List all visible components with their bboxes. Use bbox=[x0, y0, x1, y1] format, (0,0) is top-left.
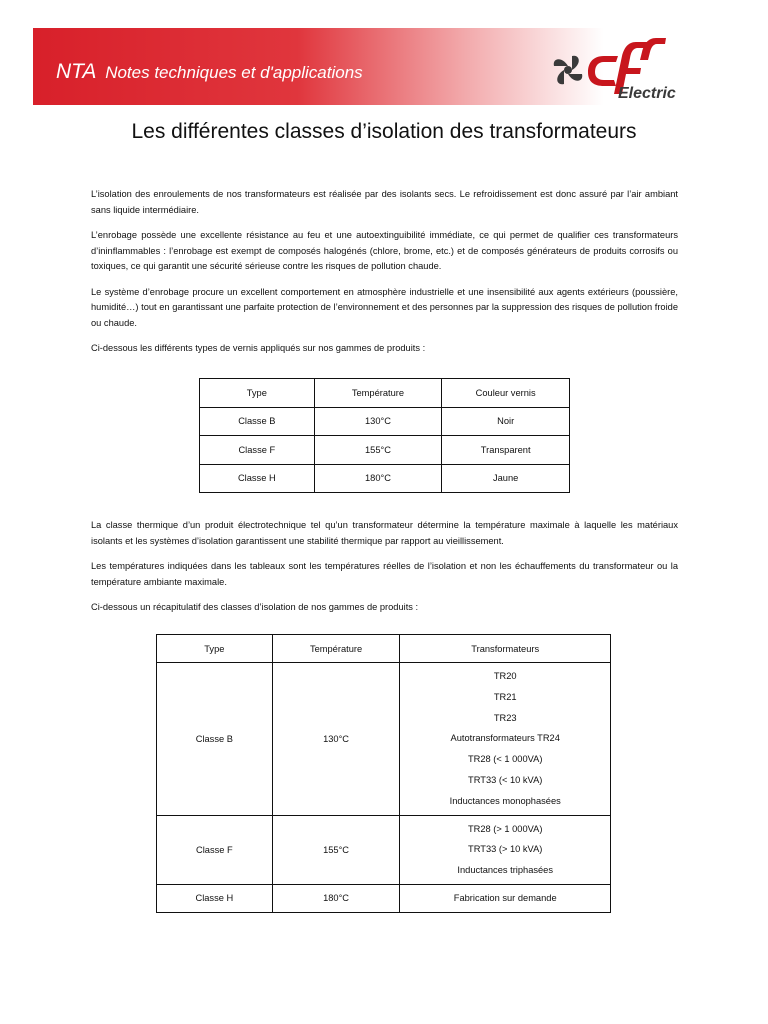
column-header: Température bbox=[272, 635, 400, 663]
table-cell: 180°C bbox=[272, 884, 400, 912]
table-cell: Classe H bbox=[200, 464, 315, 493]
column-header: Type bbox=[200, 379, 315, 408]
table-row bbox=[157, 663, 611, 816]
logo-text: Electric bbox=[618, 85, 676, 102]
table-row bbox=[157, 884, 611, 912]
paragraph: La classe thermique d’un produit électrotechnique tel qu’un transformateur détermine la température maximale à laquelle les matériaux isolants et les systèmes d’isolation garantissent une stabilité thermique par rapport au vieillissement. bbox=[91, 520, 678, 546]
table-cell: Classe B bbox=[157, 663, 273, 816]
brand-label: NTA bbox=[56, 60, 97, 83]
product-item: TRT33 (< 10 kVA) bbox=[468, 774, 543, 785]
paragraph: Le système d’enrobage procure un excellent comportement en atmosphère industrielle et une insensibilité aux agents extérieurs (poussière, humidité…) tout en garantissant une parfaite protection de l’environnement et des personnes par la suppression des risques de pollution froide ou chaude. bbox=[91, 286, 678, 328]
table-cell: 130°C bbox=[272, 663, 400, 816]
table-row bbox=[200, 407, 570, 436]
product-item: TR28 (< 1 000VA) bbox=[467, 754, 543, 765]
table-row bbox=[157, 815, 611, 884]
column-header: Température bbox=[314, 379, 442, 408]
banner-subtitle: Notes techniques et d'applications bbox=[105, 63, 363, 82]
product-item: TR28 (> 1 000VA) bbox=[467, 823, 543, 834]
varnish-table bbox=[199, 378, 570, 493]
table-cell: 155°C bbox=[272, 815, 400, 884]
table-header-row bbox=[200, 379, 570, 408]
product-item: Inductances triphasées bbox=[457, 865, 554, 876]
product-item: TR23 bbox=[493, 712, 517, 723]
insulation-class-table bbox=[156, 634, 611, 913]
table-cell: Classe B bbox=[200, 407, 315, 436]
product-item: TR21 bbox=[493, 691, 517, 702]
document-title: Les différentes classes d’isolation des transformateurs bbox=[131, 120, 637, 143]
table-cell: Jaune bbox=[442, 464, 570, 493]
document-body bbox=[91, 187, 678, 367]
table-cell: Classe F bbox=[200, 436, 315, 465]
table-cell: Classe H bbox=[157, 884, 273, 912]
document-body-2 bbox=[91, 518, 678, 626]
product-item: TRT33 (> 10 kVA) bbox=[468, 844, 543, 855]
table-cell: 130°C bbox=[314, 407, 442, 436]
product-list-cell bbox=[400, 815, 611, 884]
table-row bbox=[200, 436, 570, 465]
column-header: Couleur vernis bbox=[442, 379, 570, 408]
paragraph: Ci-dessous les différents types de vernis appliqués sur nos gammes de produits : bbox=[91, 343, 426, 353]
table-cell: Transparent bbox=[442, 436, 570, 465]
product-item: Inductances monophasées bbox=[449, 795, 561, 806]
product-list-cell bbox=[400, 663, 611, 816]
table-row bbox=[200, 464, 570, 493]
paragraph: Les températures indiquées dans les tableaux sont les températures réelles de l’isolation et non les échauffements du transformateur ou la température ambiante maximale. bbox=[91, 561, 678, 587]
paragraph: L’enrobage possède une excellente résistance au feu et une autoextinguibilité immédiate, ce qui permet de qualifier ces transformateurs d’ininflammables : l’enrobage est exempt de composés halogénés (chlore, brome, etc.) et de composés générateurs de produits corrosifs ou toxiques, ce qui garantit une sécurité sérieuse contre les risques de pollution chaude. bbox=[91, 230, 678, 271]
banner-title bbox=[56, 60, 363, 84]
table-cell: Fabrication sur demande bbox=[400, 884, 611, 912]
table-cell: 180°C bbox=[314, 464, 442, 493]
product-item: Autotransformateurs TR24 bbox=[450, 733, 560, 744]
column-header: Type bbox=[157, 635, 273, 663]
table-cell: 155°C bbox=[314, 436, 442, 465]
header-banner bbox=[33, 28, 729, 105]
product-item: TR20 bbox=[493, 671, 517, 681]
table-cell: Noir bbox=[442, 407, 570, 436]
paragraph: L’isolation des enroulements de nos transformateurs est réalisée par des isolants secs. Le refroidissement est donc assuré par l’air ambiant sans liquide intermédiaire. bbox=[91, 189, 678, 215]
fan-mark-icon bbox=[554, 56, 583, 85]
column-header: Transformateurs bbox=[400, 635, 611, 663]
paragraph: Ci-dessous un récapitulatif des classes d’isolation de nos gammes de produits : bbox=[91, 602, 419, 612]
table-cell: Classe F bbox=[157, 815, 273, 884]
table-header-row bbox=[157, 635, 611, 663]
